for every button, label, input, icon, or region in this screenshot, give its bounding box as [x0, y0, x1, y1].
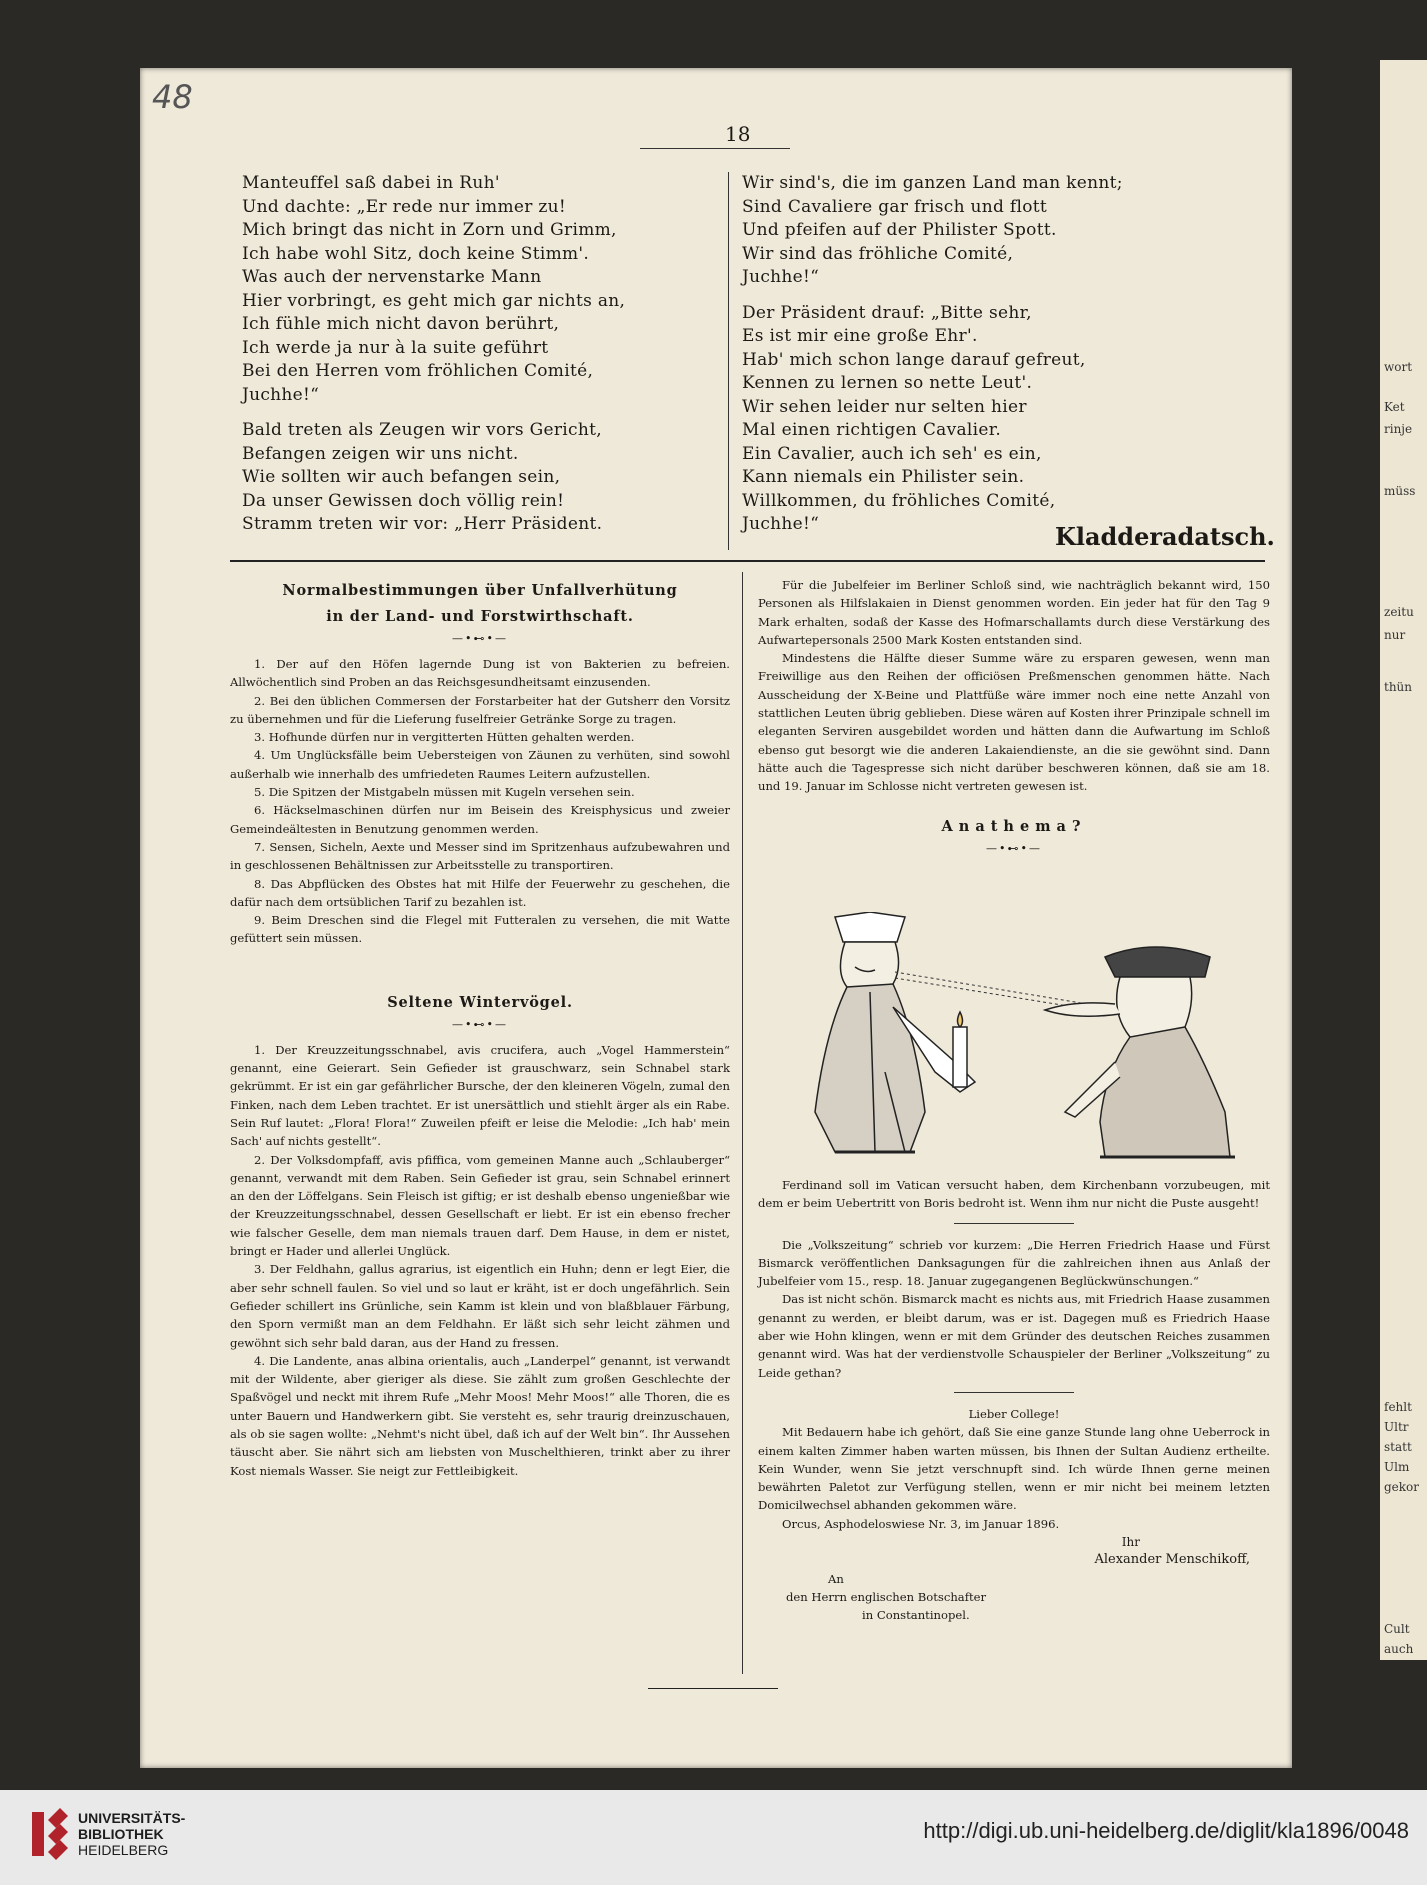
fragment-text: thün [1384, 680, 1413, 694]
poem-line: Wir sind das fröhliche Comité, [742, 243, 1014, 264]
library-name-line: BIBLIOTHEK [78, 1826, 164, 1842]
rule-paragraph: 9. Beim Dreschen sind die Flegel mit Futteralen zu versehen, die mit Watte gefüttert sein müssen. [230, 913, 730, 946]
rule-paragraph: 2. Bei den üblichen Commersen der Forstarbeiter hat der Gutsherr den Vorsitz zu übernehmen und für die Lieferung fuselfreier Getränke Sorge zu tragen. [230, 693, 730, 726]
poem-stanza [742, 302, 1262, 537]
poem-line: Befangen zeigen wir uns nicht. [242, 443, 519, 464]
ornament: —•⊷•— [452, 1017, 508, 1031]
poem-line: Wie sollten wir auch befangen sein, [242, 467, 561, 487]
permalink-url[interactable]: http://digi.ub.uni-heidelberg.de/diglit/kla1896/0048 [923, 1818, 1409, 1843]
library-name-line: UNIVERSITÄTS- [78, 1810, 186, 1826]
bird-paragraph: 1. Der Kreuzzeitungsschnabel, avis crucifera, auch „Vogel Hammerstein“ genannt, eine Geierart. Sein Gefieder ist grauschwarz, sein Schnabel stark gekrümmt. Er ist ein gar gefährlicher Bursche, der den kleineren Vögeln, zumal den Finken, nach dem Leben trachtet. Er ist unersättlich und stiehlt ärger als ein Rabe. Sein Ruf lautet: „Flora! Flora!“ Zuweilen pfeift er leise die Melodie: „Ich hab' mein Sach' auf nichts gestellt“. [230, 1042, 730, 1149]
poem-right-column [742, 172, 1262, 549]
column-divider [742, 572, 743, 1674]
jubelfeier-paragraph: Mindestens die Hälfte dieser Summe wäre zu ersparen gewesen, wenn man Freiwillige aus den Reihen der officiösen Preßmenschen genommen hätte. Nach Ausscheidung der X-Beine und Plattfüße wäre immer noch eine nette Anzahl von stattlichen Leuten übrig geblieben. Diese wären auf Kosten ihrer Prinzipale schnell im eleganten Serviren ausgebildet worden und hätten dann die Aufwartung im Schloß ebenso gut besorgt wie die anderen Lakaiendienste, an die sie gewöhnt sind. Dann hätte auch die Tagespresse sich nicht darüber beschweren können, daß sie am 18. und 19. Januar im Schlosse nicht vertreten gewesen ist. [758, 651, 1270, 794]
unfallverhuetung-title: Normalbestimmungen über Unfallverhütung [282, 582, 678, 599]
poem-line: Hier vorbringt, es geht mich gar nichts an, [242, 290, 626, 311]
kladderadatsch-signature: Kladderadatsch. [1055, 522, 1275, 551]
poem-line: Bei den Herren vom fröhlichen Comité, [242, 361, 594, 381]
fragment-text: auch [1384, 1642, 1414, 1656]
short-divider [954, 1392, 1074, 1393]
ornament: —•⊷•— [986, 841, 1042, 855]
rule-paragraph: 4. Um Unglücksfälle beim Uebersteigen von Zäunen zu verhüten, sind sowohl außerhalb wie innerhalb des umfriedeten Raumes Leitern aufzustellen. [230, 748, 730, 781]
poem-line: Manteuffel saß dabei in Ruh' [242, 173, 500, 193]
rule-paragraph: 3. Hofhunde dürfen nur in vergitterten Hütten gehalten werden. [254, 730, 635, 745]
section-divider [230, 560, 1265, 562]
cartoon-caption-block [758, 1176, 1270, 1625]
wintervoegel-title: Seltene Wintervögel. [387, 993, 573, 1011]
poem-line: Und pfeifen auf der Philister Spott. [742, 220, 1057, 240]
library-name [78, 1810, 185, 1858]
fragment-text: Cult [1384, 1622, 1410, 1636]
library-footer [0, 1790, 1427, 1885]
poem-line: Und dachte: „Er rede nur immer zu! [242, 196, 566, 217]
rule-paragraph: 1. Der auf den Höfen lagernde Dung ist von Bakterien zu befreien. Allwöchentlich sind Proben an das Reichsgesundheitsamt einzusenden. [230, 657, 730, 690]
column-divider [728, 172, 729, 550]
letter-place-date: Orcus, Asphodeloswiese Nr. 3, im Januar 1896. [782, 1516, 1060, 1531]
fragment-text: nur [1384, 628, 1406, 642]
end-rule [648, 1688, 778, 1689]
rule-paragraph: 8. Das Abpflücken des Obstes hat mit Hilfe der Feuerwehr zu geschehen, die dafür nach dem ortsüblichen Tarif zu bezahlen ist. [230, 876, 730, 909]
bird-paragraph: 3. Der Feldhahn, gallus agrarius, ist eigentlich ein Huhn; denn er legt Eier, die aber sehr schnell faulen. So viel und so laut er kräht, ist er doch ungefährlich. Sein Gefieder schillert ins Grünliche, sein Kamm ist klein und von blaßblauer Färbung, den Sporn vermißt man an dem Feldhahn. Er läßt sich sehr leicht zähmen und gewöhnt sich sehr bald daran, aus der Hand zu fressen. [230, 1262, 730, 1350]
fragment-text: gekor [1384, 1480, 1420, 1494]
fragment-text: Ket [1384, 400, 1405, 414]
poem-stanza [242, 419, 712, 537]
poem-line: Mal einen richtigen Cavalier. [742, 420, 1002, 440]
fragment-text: fehlt [1384, 1400, 1412, 1414]
left-article-column [230, 578, 730, 1480]
poem-line: Hab' mich schon lange darauf gefreut, [742, 349, 1086, 370]
pencil-page-number: 48 [152, 78, 193, 116]
poem-stanza [742, 172, 1262, 290]
volkszeitung-paragraph: Die „Volkszeitung“ schrieb vor kurzem: „Die Herren Friedrich Haase und Fürst Bismarck veröffentlichen Danksagungen für die zahlreichen ihnen aus Anlaß der Jubelfeier vom 15., resp. 18. Januar zugegangenen Beglückwünschungen.“ [758, 1237, 1270, 1289]
bird-paragraph: 4. Die Landente, anas albina orientalis, auch „Landerpel“ genannt, ist verwandt mit der Wildente, aber gieriger als diese. Sie zählt zum großen Geschlechte der Spaßvögel und neckt mit ihrem Rufe „Mehr Moos! Mehr Moos!“ alle Thoren, die es unter Bauern und Handwerkern gibt. Sie versteht es, sehr traurig dreinzuschauen, als ob sie sagen wollte: „Nehmt's nicht übel, daß ich auf der Welt bin“. Ihr Aussehen täuscht aber. Sie nährt sich am liebsten von Muschelthieren, trinkt aber zu ihrer Kost niemals Wasser. Sie neigt zur Fettleibigkeit. [230, 1353, 730, 1478]
rule-paragraph: 5. Die Spitzen der Mistgabeln müssen mit Kugeln versehen sein. [254, 785, 635, 800]
page-number-ornament [640, 148, 790, 155]
poem-line: Juchhe!“ [742, 514, 820, 534]
short-divider [954, 1223, 1074, 1224]
poem-line: Mich bringt das nicht in Zorn und Grimm, [242, 220, 617, 240]
poem-line: Was auch der nervenstarke Mann [242, 267, 542, 287]
letter-address-line: An [828, 1571, 844, 1586]
right-article-column [758, 576, 1270, 865]
page-number: 18 [725, 122, 751, 146]
bird-paragraph: 2. Der Volksdompfaff, avis pfiffica, vom gemeinen Manne auch „Schlauberger“ genannt, verwandt mit dem Raben. Sein Gefieder ist grau, sein Schnabel erinnert an den der Löffelgans. Sein Fleisch ist giftig; er ist deshalb ebenso ungenießbar wie der Kreuzzeitungsschnabel, dessen Gesellschaft er liebt. Er ist ein ebenso frecher wie falscher Geselle, dem man niemals trauen darf. Dem Hause, in dem er nistet, bringt er Hader und allerlei Unglück. [230, 1152, 730, 1259]
rule-paragraph: 6. Häckselmaschinen dürfen nur im Beisein des Kreisphysicus und zweier Gemeindeältesten in Benutzung genommen werden. [230, 803, 730, 836]
letter-body: Mit Bedauern habe ich gehört, daß Sie eine ganze Stunde lang ohne Ueberrock in einem kalten Zimmer haben warten müssen, bis Ihnen der Sultan Audienz ertheilte. Kein Wunder, wenn Sie jetzt verschnupft sind. Ich würde Ihnen gerne meinen bewährten Paletot zur Verfügung stellen, wenn er mir nicht bei meinem letzten Domicilwechsel abhanden gekommen wäre. [758, 1425, 1270, 1513]
letter-closing: Ihr [1121, 1535, 1140, 1550]
fragment-text: müss [1384, 484, 1416, 498]
poem-line: Sind Cavaliere gar frisch und flott [742, 196, 1048, 217]
letter-address-line: den Herrn englischen Botschafter [786, 1589, 987, 1604]
ornament: —•⊷•— [452, 632, 508, 645]
cartoon-caption: Ferdinand soll im Vatican versucht haben, dem Kirchenbann vorzubeugen, mit dem er beim Uebertritt von Boris bedroht ist. Wenn ihm nur nicht die Puste ausgeht! [758, 1178, 1270, 1211]
poem-line: Juchhe!“ [742, 267, 820, 287]
letter-salutation: Lieber College! [968, 1406, 1060, 1421]
poem-line: Ein Cavalier, auch ich seh' es ein, [742, 443, 1042, 464]
fragment-text: Ulm [1384, 1460, 1410, 1474]
poem-line: Willkommen, du fröhliches Comité, [742, 490, 1056, 511]
adjacent-page-edge [1380, 60, 1427, 1660]
poem-line: Wir sind's, die im ganzen Land man kennt; [742, 173, 1123, 193]
anathema-cartoon [775, 912, 1275, 1174]
poem-stanza [242, 172, 712, 407]
poem-line: Stramm treten wir vor: „Herr Präsident. [242, 514, 603, 534]
anathema-title: Anathema? [941, 817, 1087, 835]
poem-left-column [242, 172, 712, 549]
poem-line: Kann niemals ein Philister sein. [742, 467, 1025, 487]
poem-line: Juchhe!“ [242, 384, 320, 405]
jubelfeier-paragraph: Für die Jubelfeier im Berliner Schloß sind, wie nachträglich bekannt wird, 150 Personen als Hilfslakaien in Dienst genommen worden. Ein jeder hat für den Tag 9 Mark erhalten, sodaß der Kasse des Hofmarschallamts durch diese Verstärkung des Aufwartepersonals 2500 Mark Kosten entstanden sind. [758, 578, 1270, 647]
poem-line: Ich habe wohl Sitz, doch keine Stimm'. [242, 243, 590, 264]
volkszeitung-paragraph: Das ist nicht schön. Bismarck macht es nichts aus, mit Friedrich Haase zusammen genannt zu werden, er bleibt darum, was er ist. Dagegen muß es Friedrich Haase aber wie Hohn klingen, wenn er mit dem Gründer des deutschen Reiches zusammen genannt wird. Was hat der verdienstvolle Schauspieler der Berliner „Volkszeitung“ zu Leide gethan? [758, 1292, 1270, 1380]
poem-line: Bald treten als Zeugen wir vors Gericht, [242, 420, 602, 440]
fragment-text: rinje [1384, 422, 1413, 436]
library-name-line: HEIDELBERG [78, 1842, 169, 1858]
fragment-text: Ultr [1384, 1420, 1409, 1434]
letter-address-line: in Constantinopel. [862, 1608, 970, 1623]
fragment-text: statt [1384, 1440, 1412, 1454]
poem-line: Da unser Gewissen doch völlig rein! [242, 490, 565, 511]
letter-signature: Alexander Menschikoff, [1094, 1552, 1250, 1568]
poem-line: Wir sehen leider nur selten hier [742, 396, 1027, 417]
poem-line: Ich werde ja nur à la suite geführt [242, 337, 549, 358]
poem-line: Kennen zu lernen so nette Leut'. [742, 373, 1033, 393]
fragment-text: zeitu [1384, 605, 1414, 619]
poem-line: Der Präsident drauf: „Bitte sehr, [742, 302, 1032, 323]
unfallverhuetung-subtitle: in der Land- und Forstwirthschaft. [326, 608, 634, 625]
poem-line: Ich fühle mich nicht davon berührt, [242, 314, 560, 334]
poem-line: Es ist mir eine große Ehr'. [742, 326, 978, 346]
fragment-text: wort [1384, 360, 1413, 374]
ub-heidelberg-logo-icon[interactable] [22, 1806, 72, 1862]
rule-paragraph: 7. Sensen, Sicheln, Aexte und Messer sind im Spritzenhaus aufzubewahren und in geschlossenen Behältnissen zur Arbeitsstelle zu transportiren. [230, 839, 730, 873]
